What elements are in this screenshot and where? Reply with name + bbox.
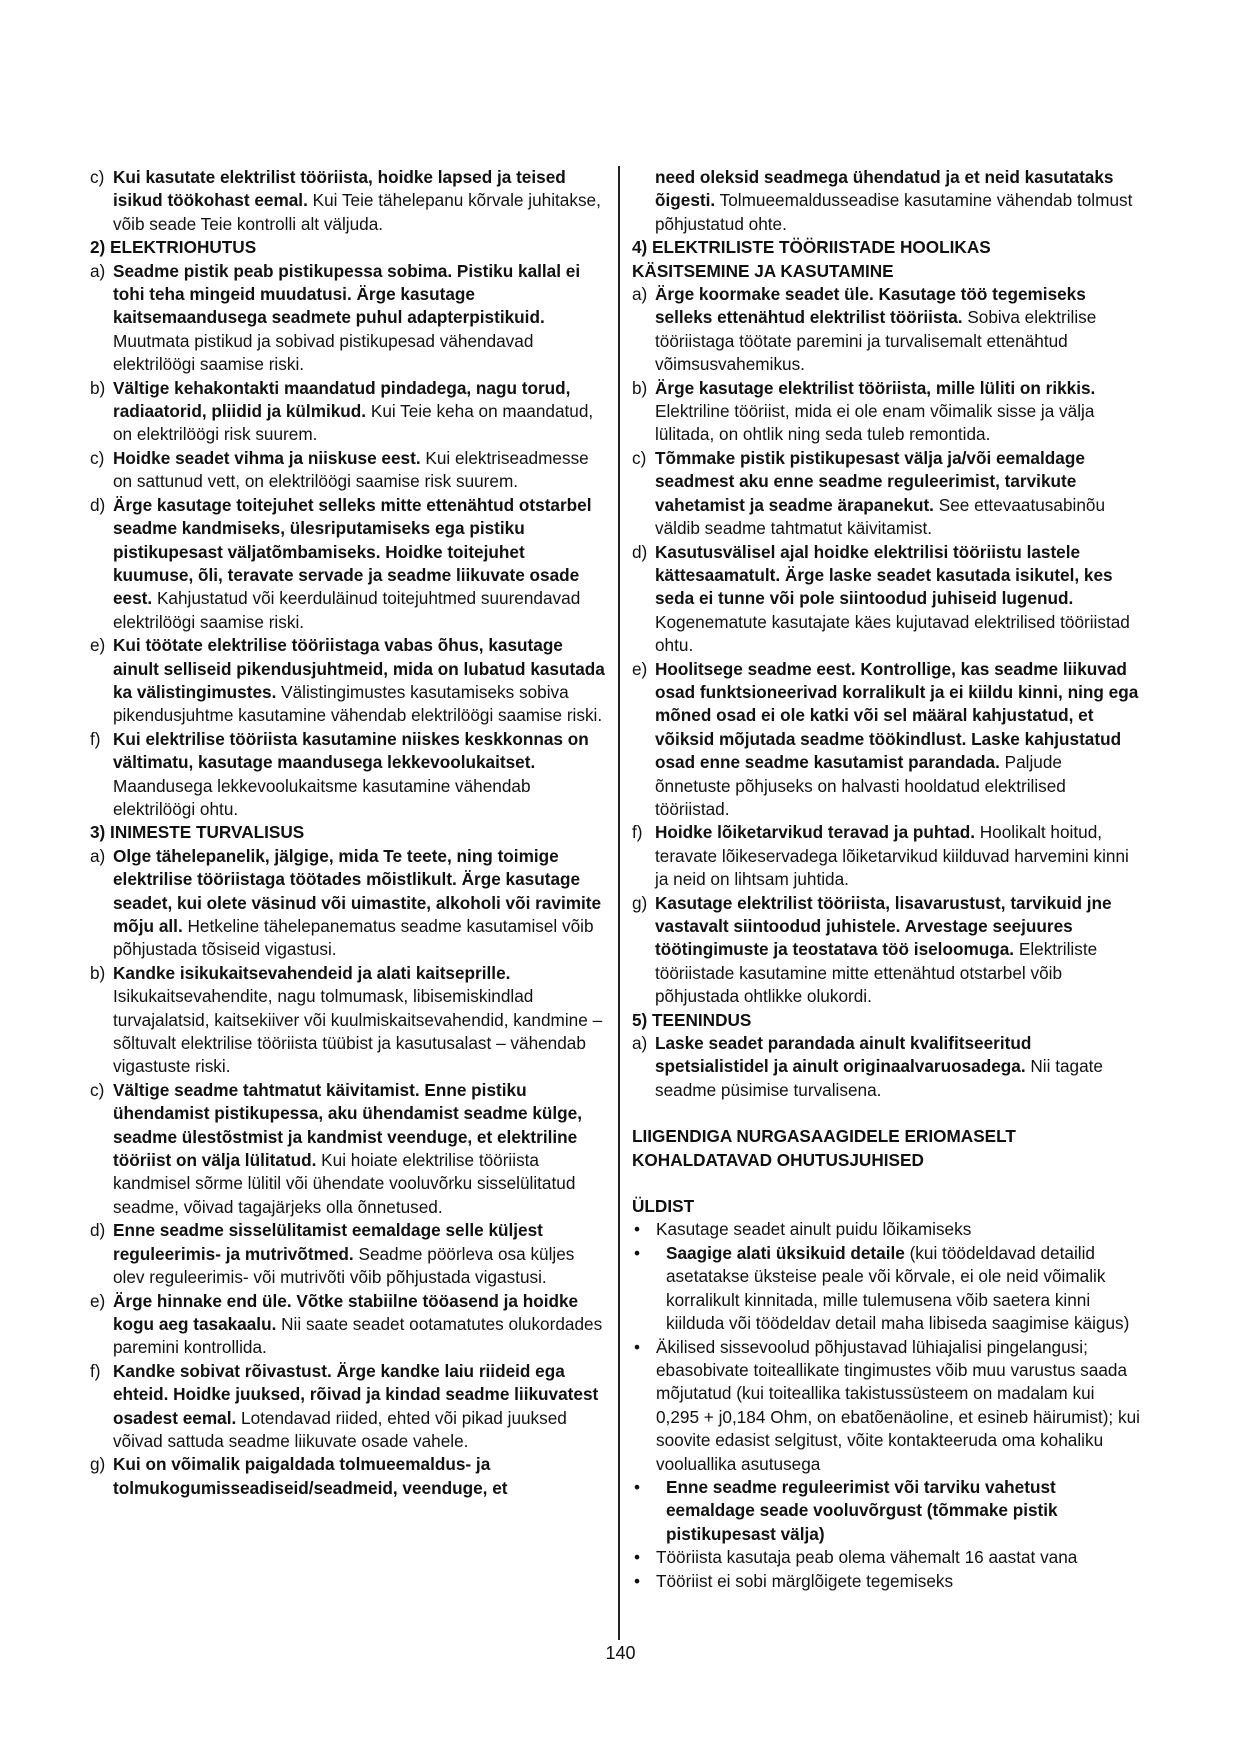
safety-item (90, 260, 605, 377)
item-bold-text: Hoidke seadet vihma ja niiskuse eest. (113, 447, 421, 468)
item-text: Hetkeline tähelepanematus seadme kasutamisel võib põhjustada tõsiseid vigastusi. (113, 916, 594, 960)
bullet-item (632, 1570, 1142, 1593)
item-text: Kui Teie keha on maandatud, on elektrilöögi risk suurem. (113, 401, 594, 445)
bullet-marker: • (634, 1476, 641, 1497)
item-text: Nii saate seadet ootamatutes olukordades paremini kontrollida. (113, 1313, 603, 1358)
safety-item (90, 1360, 605, 1454)
bullet-item (632, 1242, 1142, 1336)
safety-item-continued (632, 166, 1142, 236)
item-bold-text: Laske seadet parandada ainult kvalifitseeritud spetsialistidel ja ainult originaalvaruosadega. (655, 1033, 1032, 1077)
safety-item (90, 1453, 605, 1500)
item-text: Elektriliste tööriistade kasutamine mitte ettenähtud otstarbel võib põhjustada ohtlikke olukordi. (655, 939, 1098, 1007)
item-bold-text: Ärge koormake seadet üle. Kasutage töö tegemiseks selleks ettenähtud elektrilist tööriista. (655, 284, 1086, 328)
item-text: Paljude õnnetuste põhjuseks on halvasti hooldatud elektrilised tööriistad. (655, 752, 1066, 819)
item-bold-text: Kui on võimalik paigaldada tolmueemaldus- ja tolmukogumisseadiseid/seadmeid, veenduge, et (113, 1454, 508, 1498)
item-text: Kui hoiate elektrilise tööriista kandmisel sõrme lülitil või ühendate vooluvõrku sisselülitatud seadme, võivad tagajärjeks olla õnnetused. (113, 1150, 576, 1217)
safety-item (632, 658, 1142, 822)
item-label: c) (90, 447, 105, 468)
safety-item (90, 447, 605, 494)
item-bold-text: Vältige kehakontakti maandatud pindadega, nagu torud, radiaatorid, pliidid ja külmikud. (113, 377, 571, 422)
item-label: f) (632, 822, 643, 843)
safety-item (90, 1079, 605, 1219)
section-heading: 2) ELEKTRIOHUTUS (90, 237, 257, 258)
item-text: Elektriline tööriist, mida ei ole enam võimalik sisse ja välja lülitada, on ohtlik ning seda tuleb remontida. (655, 401, 1095, 445)
item-text: Maandusega lekkevoolukaitsme kasutamine vähendab elektrilöögi ohtu. (113, 775, 531, 819)
bullet-marker: • (634, 1547, 641, 1568)
bullet-item (632, 1218, 1142, 1241)
item-label: c) (632, 447, 647, 468)
item-label: d) (90, 494, 106, 515)
item-bold-text: Seadme pistik peab pistikupessa sobima. Pistiku kallal ei tohi teha mingeid muudatusi. Ärge kasutage kaitsemaandusega seadmete puhul adapterpistikuid. (113, 260, 581, 328)
safety-item (90, 166, 605, 236)
safety-item (632, 821, 1142, 891)
item-bold-text: Ärge hinnake end üle. Võtke stabiilne tööasend ja hoidke kogu aeg tasakaalu. (113, 1290, 579, 1334)
bullet-text: (kui töödeldavad detailid asetatakse üksteise peale või kõrvale, ei ole neid võimalik korralikult kinnitada, mille tulemusena võib saetera kinni kiilduda või töödeldav detail maha libiseda saagimise käigus) (666, 1242, 1130, 1334)
safety-item (90, 634, 605, 728)
safety-item (632, 541, 1142, 658)
item-bold-text: Kui kasutate elektrilist tööriista, hoidke lapsed ja teised isikud töökohast eemal. (113, 167, 566, 211)
bullet-bold-text: Enne seadme reguleerimist või tarviku vahetust eemaldage seade vooluvõrgust (tõmmake pistik pistikupesast välja) (666, 1476, 1058, 1544)
item-bold-text: need oleksid seadmega ühendatud ja et neid kasutataks õigesti. (655, 167, 1114, 211)
item-bold-text: Ärge kasutage toitejuhet selleks mitte ettenähtud otstarbel seadme kandmiseks, ülesriputamiseks ega pistiku pistikupesast väljatõmbamiseks. Hoidke toitejuhet kuumuse, õli, teravate servade ja seadme liikuvate osade eest. (113, 494, 592, 609)
section-heading: 5) TEENINDUS (632, 1009, 752, 1030)
item-label: g) (632, 892, 648, 913)
bullet-text: Äkilised sissevoolud põhjustavad lühiajalisi pingelangusi; ebasobivate toiteallikate tingimustes võib muu varustus saada mõjutatud (kui toiteallika takistussüsteem on madalam kui 0,295 + j0,184 Ohm, on ebatõenäoline, et esineb häirumist); kui soovite edasist selgitust, võite kontakteeruda oma kohaliku vooluallika asutusega (656, 1336, 1140, 1474)
item-label: g) (90, 1454, 106, 1475)
safety-item (632, 377, 1142, 447)
item-label: b) (632, 377, 648, 398)
column-divider (618, 166, 620, 1640)
bullet-item (632, 1546, 1142, 1569)
bullet-bold-text: Saagige alati üksikuid detaile (666, 1242, 905, 1263)
item-text: Lotendavad riided, ehted või pikad juuksed võivad sattuda seadme liikuvate osade vahele. (113, 1407, 567, 1451)
safety-item (90, 377, 605, 447)
bullet-text: Tööriista kasutaja peab olema vähemalt 16 aastat vana (656, 1547, 1078, 1568)
section-heading: 3) INIMESTE TURVALISUS (90, 822, 305, 843)
safety-item (632, 447, 1142, 541)
item-bold-text: Kandke isikukaitsevahendeid ja alati kaitseprille. (113, 962, 511, 983)
safety-item (632, 892, 1142, 1009)
bullet-item (632, 1336, 1142, 1476)
bullet-item (632, 1476, 1142, 1546)
left-column (90, 166, 605, 1500)
item-bold-text: Kui töötate elektrilise tööriistaga vabas õhus, kasutage ainult selliseid pikendusjuhtmeid, mida on lubatud kasutada ka välistingimustes. (113, 635, 605, 702)
item-label: c) (90, 167, 105, 187)
safety-item (90, 845, 605, 962)
item-bold-text: Kasutusvälisel ajal hoidke elektrilisi tööriistu lastele kättesaamatult. Ärge laske seadet kasutada isikutel, kes seda ei tunne või pole siintoodud juhiseid lugenud. (655, 541, 1113, 609)
item-text: Seadme pöörleva osa küljes olev reguleerimis- või mutrivõti võib põhjustada vigastusi. (113, 1243, 575, 1288)
item-text: Nii tagate seadme püsimise turvalisena. (655, 1056, 1103, 1100)
item-label: e) (632, 658, 648, 679)
item-label: e) (90, 1290, 106, 1311)
item-label: f) (90, 728, 101, 749)
item-text: Välistingimustes kasutamiseks sobiva pikendusjuhtme kasutamine vähendab elektrilöögi saamise riski. (113, 681, 603, 726)
item-label: a) (632, 1033, 648, 1054)
item-bold-text: Ärge kasutage elektrilist tööriista, mille lüliti on rikkis. (655, 377, 1096, 398)
item-bold-text: Enne seadme sisselülitamist eemaldage selle küljest reguleerimis- ja mutrivõtmed. (113, 1220, 543, 1264)
item-bold-text: Vältige seadme tahtmatut käivitamist. Enne pistiku ühendamist pistikupessa, aku ühendamist seadme külge, seadme ülestõstmist ja kandmist veenduge, et elektriline tööriist on välja lülitatud. (113, 1079, 582, 1171)
item-label: f) (90, 1360, 101, 1381)
item-label: d) (632, 541, 648, 562)
bullet-marker: • (634, 1242, 641, 1263)
item-label: d) (90, 1220, 106, 1241)
item-text: Kui Teie tähelepanu kõrvale juhitakse, võib seade Teie kontrolli alt väljuda. (113, 190, 601, 234)
safety-item (90, 962, 605, 1079)
item-bold-text: Hoidke lõiketarvikud teravad ja puhtad. (655, 822, 975, 843)
item-label: a) (632, 284, 648, 305)
item-label: c) (90, 1079, 105, 1100)
section-title: LIIGENDIGA NURGASAAGIDELE ERIOMASELT KOHALDATAVAD OHUTUSJUHISED (632, 1126, 1016, 1170)
bullet-marker: • (634, 1570, 641, 1591)
bullet-marker: • (634, 1336, 641, 1357)
item-text: Isikukaitsevahendite, nagu tolmumask, libisemiskindlad turvajalatsid, kaitsekiiver või kuulmiskaitsevahendid, kandmine – sõltuvalt elektrilise tööriista tüübist ja kasutusalast – vähendab vigastuste riski. (113, 986, 603, 1077)
safety-item (90, 728, 605, 822)
item-label: b) (90, 377, 106, 398)
subsection-title: ÜLDIST (632, 1196, 695, 1217)
safety-item (90, 1290, 605, 1360)
item-text: Muutmata pistikud ja sobivad pistikupesad vähendavad elektrilöögi saamise riski. (113, 330, 534, 375)
item-bold-text: Hoolitsege seadme eest. Kontrollige, kas seadme liikuvad osad funktsioneerivad korralikult ja ei kiildu kinni, ning ega mõned osad ei ole katki või sel määral kahjustatud, et võiksid mõjutada seadme töökindlust. Laske kahjustatud osad enne seadme kasutamist parandada. (655, 658, 1139, 773)
safety-item (90, 1219, 605, 1289)
item-label: a) (90, 260, 106, 281)
item-label: e) (90, 635, 106, 656)
item-bold-text: Olge tähelepanelik, jälgige, mida Te teete, ning toimige elektrilise tööriistaga töötades mõistlikult. Ärge kasutage seadet, kui olete väsinud või uimastite, alkoholi või ravimite mõju all. (113, 845, 602, 936)
item-text: Tolmueemaldusseadise kasutamine vähendab tolmust põhjustatud ohte. (655, 190, 1133, 234)
item-text: Hoolikalt hoitud, teravate lõikeservadega lõiketarvikud kiilduvad harvemini kinni ja neid on lihtsam juhtida. (655, 822, 1129, 890)
item-bold-text: Tõmmake pistik pistikupesast välja ja/või eemaldage seadmest aku enne seadme reguleerimist, tarvikute vahetamist ja seadme ärapanekut. (655, 447, 1085, 515)
bullet-text: Kasutage seadet ainult puidu lõikamiseks (656, 1219, 972, 1240)
bullet-text: Tööriist ei sobi märglõigete tegemiseks (656, 1570, 954, 1591)
item-text: See ettevaatusabinõu väldib seadme tahtmatut käivitamist. (655, 494, 1106, 539)
safety-item (90, 494, 605, 634)
page-number: 140 (605, 1643, 636, 1663)
item-label: b) (90, 962, 106, 983)
right-column (632, 166, 1142, 1593)
item-text: Sobiva elektrilise tööriistaga töötate paremini ja turvalisemalt ettenähtud võimsusvahemikus. (655, 307, 1097, 375)
bullet-marker: • (634, 1219, 641, 1240)
item-text: Kogenematute kasutajate käes kujutavad elektrilised tööriistad ohtu. (655, 611, 1130, 656)
item-bold-text: Kasutage elektrilist tööriista, lisavarustust, tarvikuid jne vastavalt siintoodud juhistele. Arvestage seejuures töötingimuste ja teostatava töö iseloomuga. (655, 892, 1112, 960)
item-label: a) (90, 845, 106, 866)
item-text: Kahjustatud või keerduläinud toitejuhtmed suurendavad elektrilöögi saamise riski. (113, 588, 581, 632)
safety-item (632, 283, 1142, 377)
item-bold-text: Kui elektrilise tööriista kasutamine niiskes keskkonnas on vältimatu, kasutage maandusega lekkevoolukaitset. (113, 728, 589, 773)
item-bold-text: Kandke sobivat rõivastust. Ärge kandke laiu riideid ega ehteid. Hoidke juuksed, rõivad ja kindad seadme liikuvatest osadest eemal. (113, 1360, 599, 1428)
section-heading: 4) ELEKTRILISTE TÖÖRIISTADE HOOLIKAS KÄSITSEMINE JA KASUTAMINE (632, 237, 991, 281)
safety-item (632, 1032, 1142, 1102)
item-text: Kui elektriseadmesse on sattunud vett, on elektrilöögi saamise risk suurem. (113, 447, 589, 492)
